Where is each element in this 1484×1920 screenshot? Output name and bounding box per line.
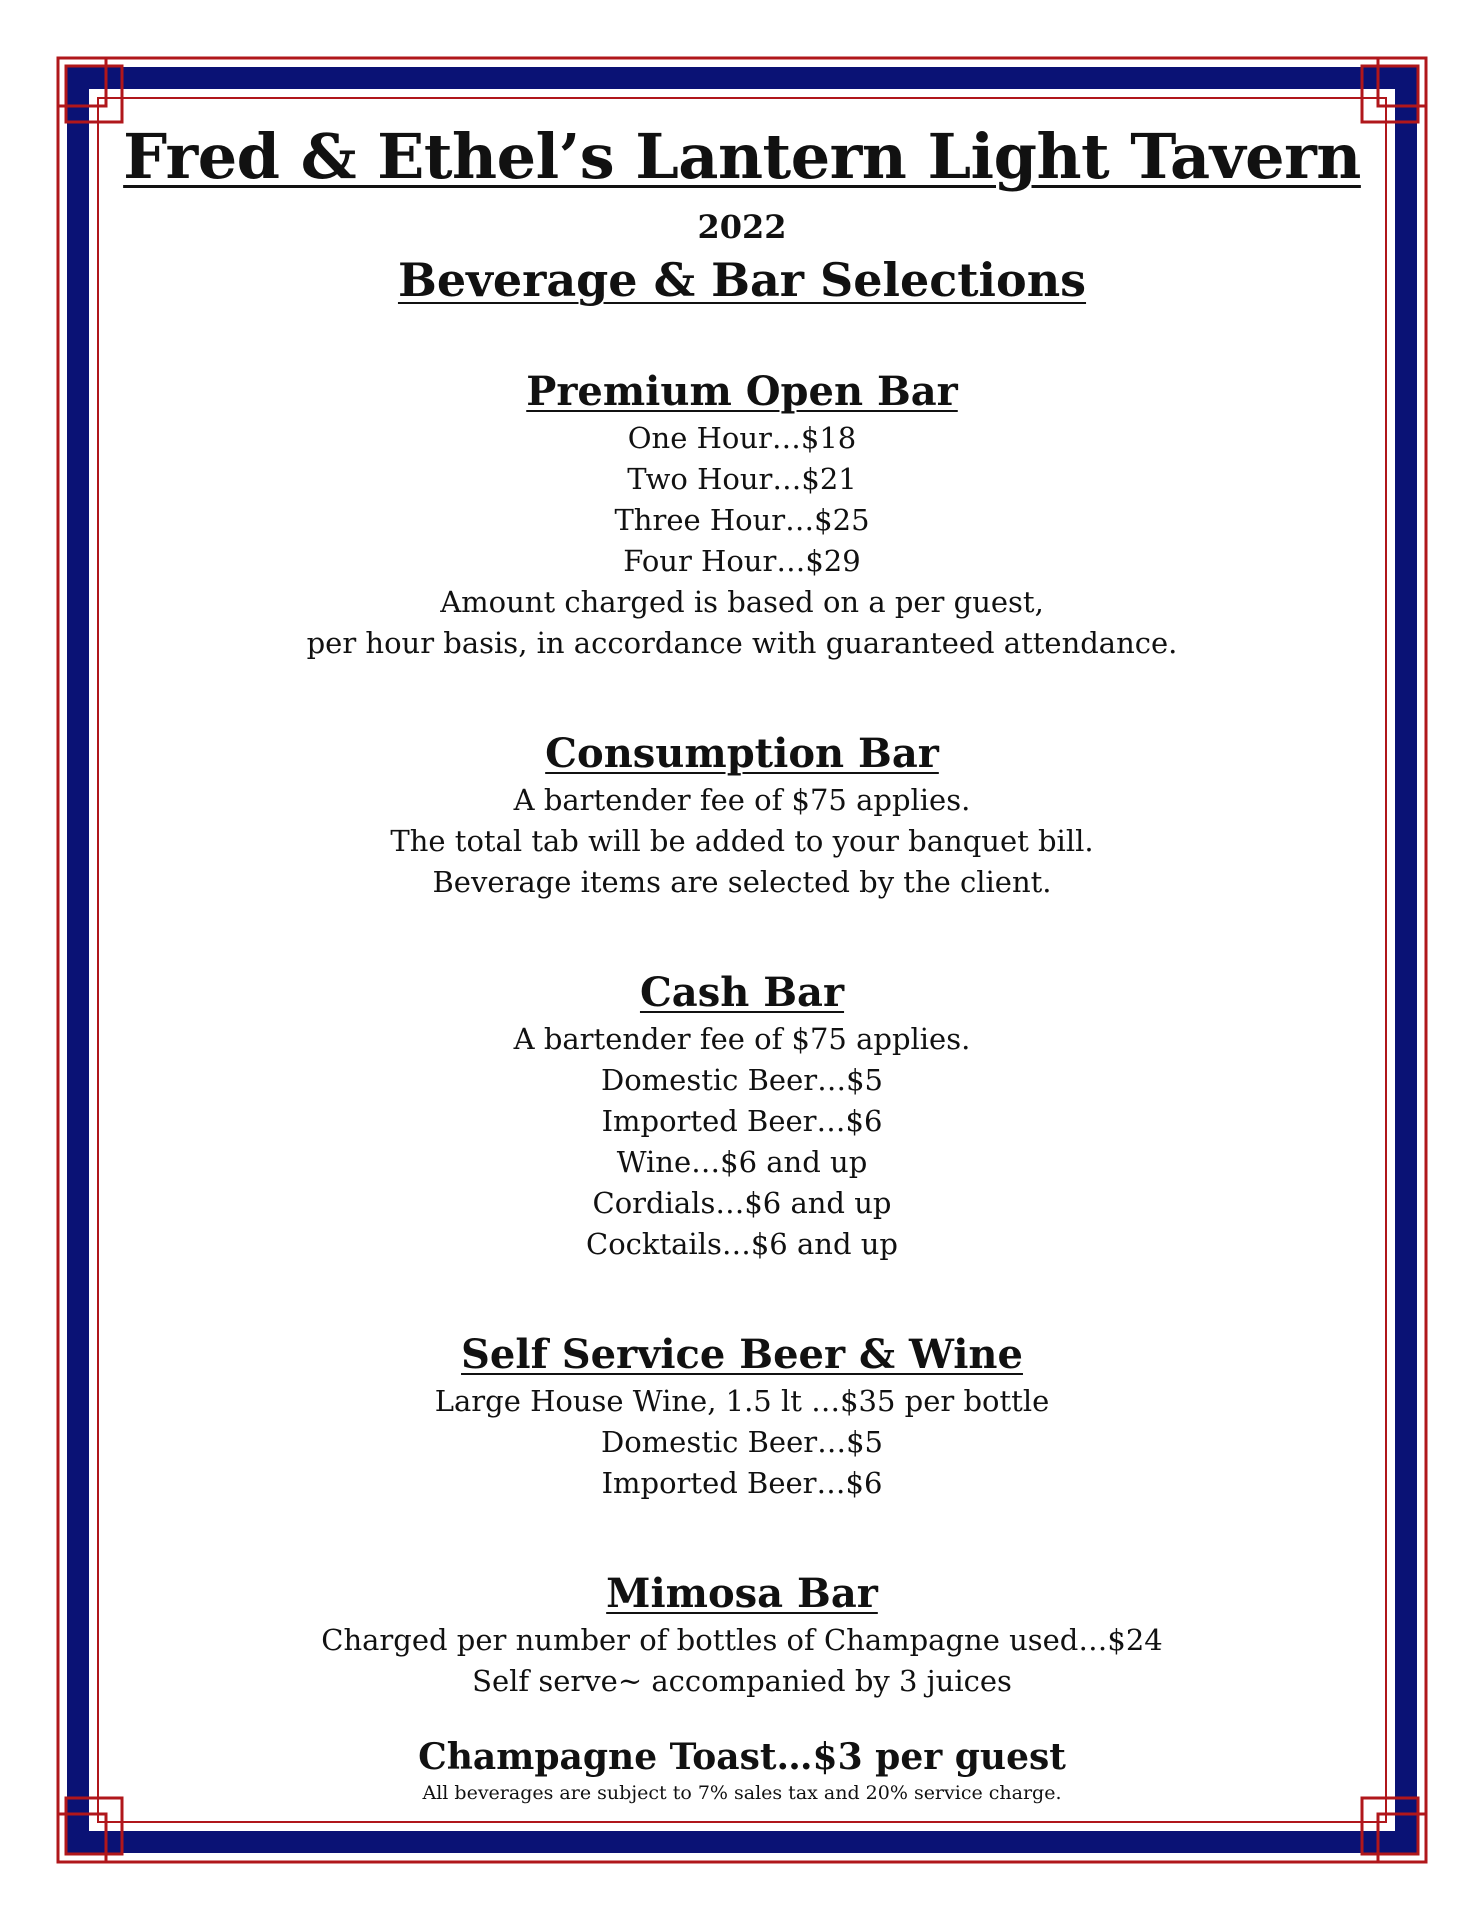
section-mimosa-bar xyxy=(120,1570,1364,1702)
section-self-service xyxy=(120,1331,1364,1504)
menu-line: Imported Beer…$6 xyxy=(601,1103,883,1138)
section-heading: Cash Bar xyxy=(639,968,845,1016)
menu-line: Two Hour…$21 xyxy=(627,461,857,496)
section-heading: Consumption Bar xyxy=(545,729,939,777)
menu-line: Domestic Beer…$5 xyxy=(600,1424,884,1459)
menu-line: Domestic Beer…$5 xyxy=(600,1062,884,1097)
menu-line: Four Hour…$29 xyxy=(623,543,861,578)
menu-line: per hour basis, in accordance with guaranteed attendance. xyxy=(306,625,1178,660)
champagne-toast: Champagne Toast…$3 per guest xyxy=(418,1735,1066,1778)
menu-line: The total tab will be added to your banquet bill. xyxy=(390,823,1094,858)
menu-line: Charged per number of bottles of Champagne used…$24 xyxy=(321,1622,1163,1657)
section-heading: Self Service Beer & Wine xyxy=(461,1330,1023,1378)
page-title: Fred & Ethel’s Lantern Light Tavern xyxy=(123,120,1361,193)
year-label: 2022 xyxy=(697,208,787,247)
tax-note: All beverages are subject to 7% sales tax and 20% service charge. xyxy=(422,1782,1062,1805)
menu-line: Cocktails…$6 and up xyxy=(586,1226,898,1261)
menu-line: Imported Beer…$6 xyxy=(601,1465,883,1500)
menu-line: A bartender fee of $75 applies. xyxy=(513,1021,971,1056)
menu-line: Wine…$6 and up xyxy=(616,1144,868,1179)
page-subtitle: Beverage & Bar Selections xyxy=(397,252,1087,307)
menu-line: Three Hour…$25 xyxy=(614,502,870,537)
section-consumption-bar xyxy=(120,730,1364,903)
menu-line: Amount charged is based on a per guest, xyxy=(440,584,1044,619)
section-heading: Mimosa Bar xyxy=(606,1569,878,1617)
menu-line: A bartender fee of $75 applies. xyxy=(513,782,971,817)
section-cash-bar xyxy=(120,969,1364,1265)
section-premium-open-bar xyxy=(120,368,1364,664)
menu-content xyxy=(120,120,1364,1805)
menu-line: Cordials…$6 and up xyxy=(592,1185,892,1220)
menu-line: Large House Wine, 1.5 lt …$35 per bottle xyxy=(434,1383,1050,1418)
menu-line: Self serve~ accompanied by 3 juices xyxy=(472,1663,1012,1698)
section-heading: Premium Open Bar xyxy=(526,367,958,415)
menu-line: One Hour…$18 xyxy=(627,420,857,455)
menu-line: Beverage items are selected by the client. xyxy=(432,864,1052,899)
